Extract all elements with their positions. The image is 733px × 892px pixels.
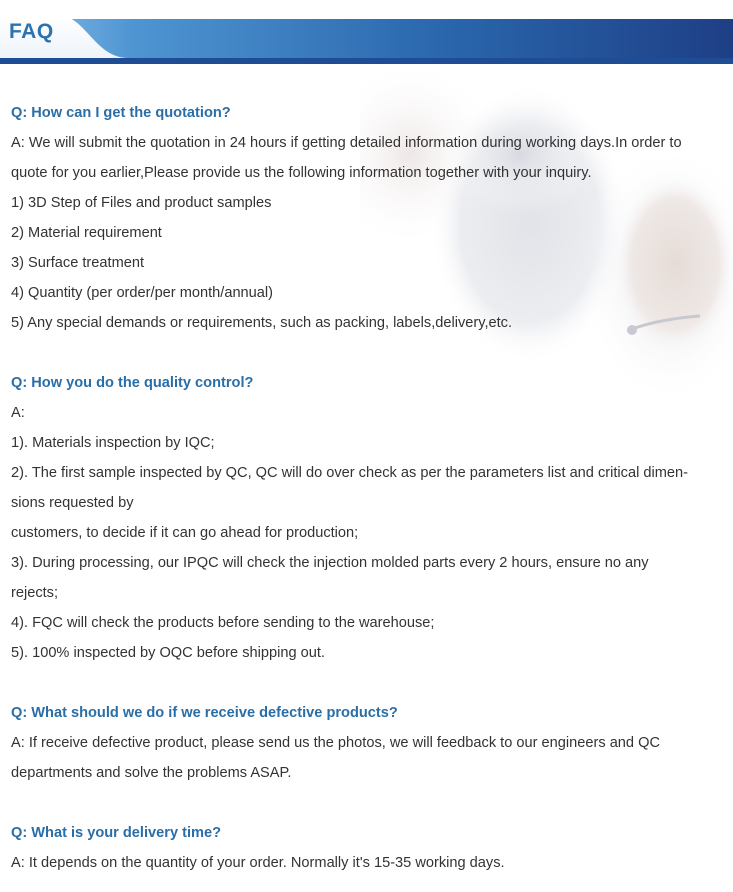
faq-answer-line: 1). Materials inspection by IQC;	[11, 435, 215, 451]
faq-answer-line: sions requested by	[11, 495, 134, 511]
section-spacer	[11, 338, 726, 368]
section-spacer	[11, 788, 726, 818]
faq-question: Q: How can I get the quotation?	[11, 105, 231, 121]
faq-answer-line: A:	[11, 405, 25, 421]
faq-answer-line: 5) Any special demands or requirements, such as packing, labels,delivery,etc.	[11, 315, 513, 331]
faq-answer-line: A: We will submit the quotation in 24 hours if getting detailed information during working days.In order to	[11, 135, 682, 151]
banner-background	[0, 0, 733, 64]
faq-answer-line: 4) Quantity (per order/per month/annual)	[11, 285, 274, 301]
faq-answer-line: 3). During processing, our IPQC will check the injection molded parts every 2 hours, ensure no any	[11, 555, 649, 571]
faq-answer-line: departments and solve the problems ASAP.	[11, 765, 292, 781]
faq-answer-line: 3) Surface treatment	[11, 255, 145, 271]
faq-question: Q: What is your delivery time?	[11, 825, 222, 841]
page-title: FAQ	[9, 20, 54, 43]
faq-header-banner	[0, 0, 733, 64]
faq-answer-line: 4). FQC will check the products before sending to the warehouse;	[11, 615, 435, 631]
section-spacer	[11, 668, 726, 698]
faq-content	[11, 98, 726, 878]
faq-answer-line: A: If receive defective product, please send us the photos, we will feedback to our engineers and QC	[11, 735, 660, 751]
faq-question: Q: What should we do if we receive defective products?	[11, 705, 398, 721]
faq-answer-line: quote for you earlier,Please provide us the following information together with your inquiry.	[11, 165, 592, 181]
faq-answer-line: 1) 3D Step of Files and product samples	[11, 195, 272, 211]
faq-answer-line: customers, to decide if it can go ahead for production;	[11, 525, 359, 541]
faq-answer-line: 2). The first sample inspected by QC, QC will do over check as per the parameters list and critical dimen-	[11, 465, 688, 481]
faq-answer-line: A: It depends on the quantity of your order. Normally it's 15-35 working days.	[11, 855, 505, 871]
faq-answer-line: rejects;	[11, 585, 59, 601]
faq-question: Q: How you do the quality control?	[11, 375, 254, 391]
faq-answer-line: 2) Material requirement	[11, 225, 162, 241]
faq-answer-line: 5). 100% inspected by OQC before shipping out.	[11, 645, 325, 661]
